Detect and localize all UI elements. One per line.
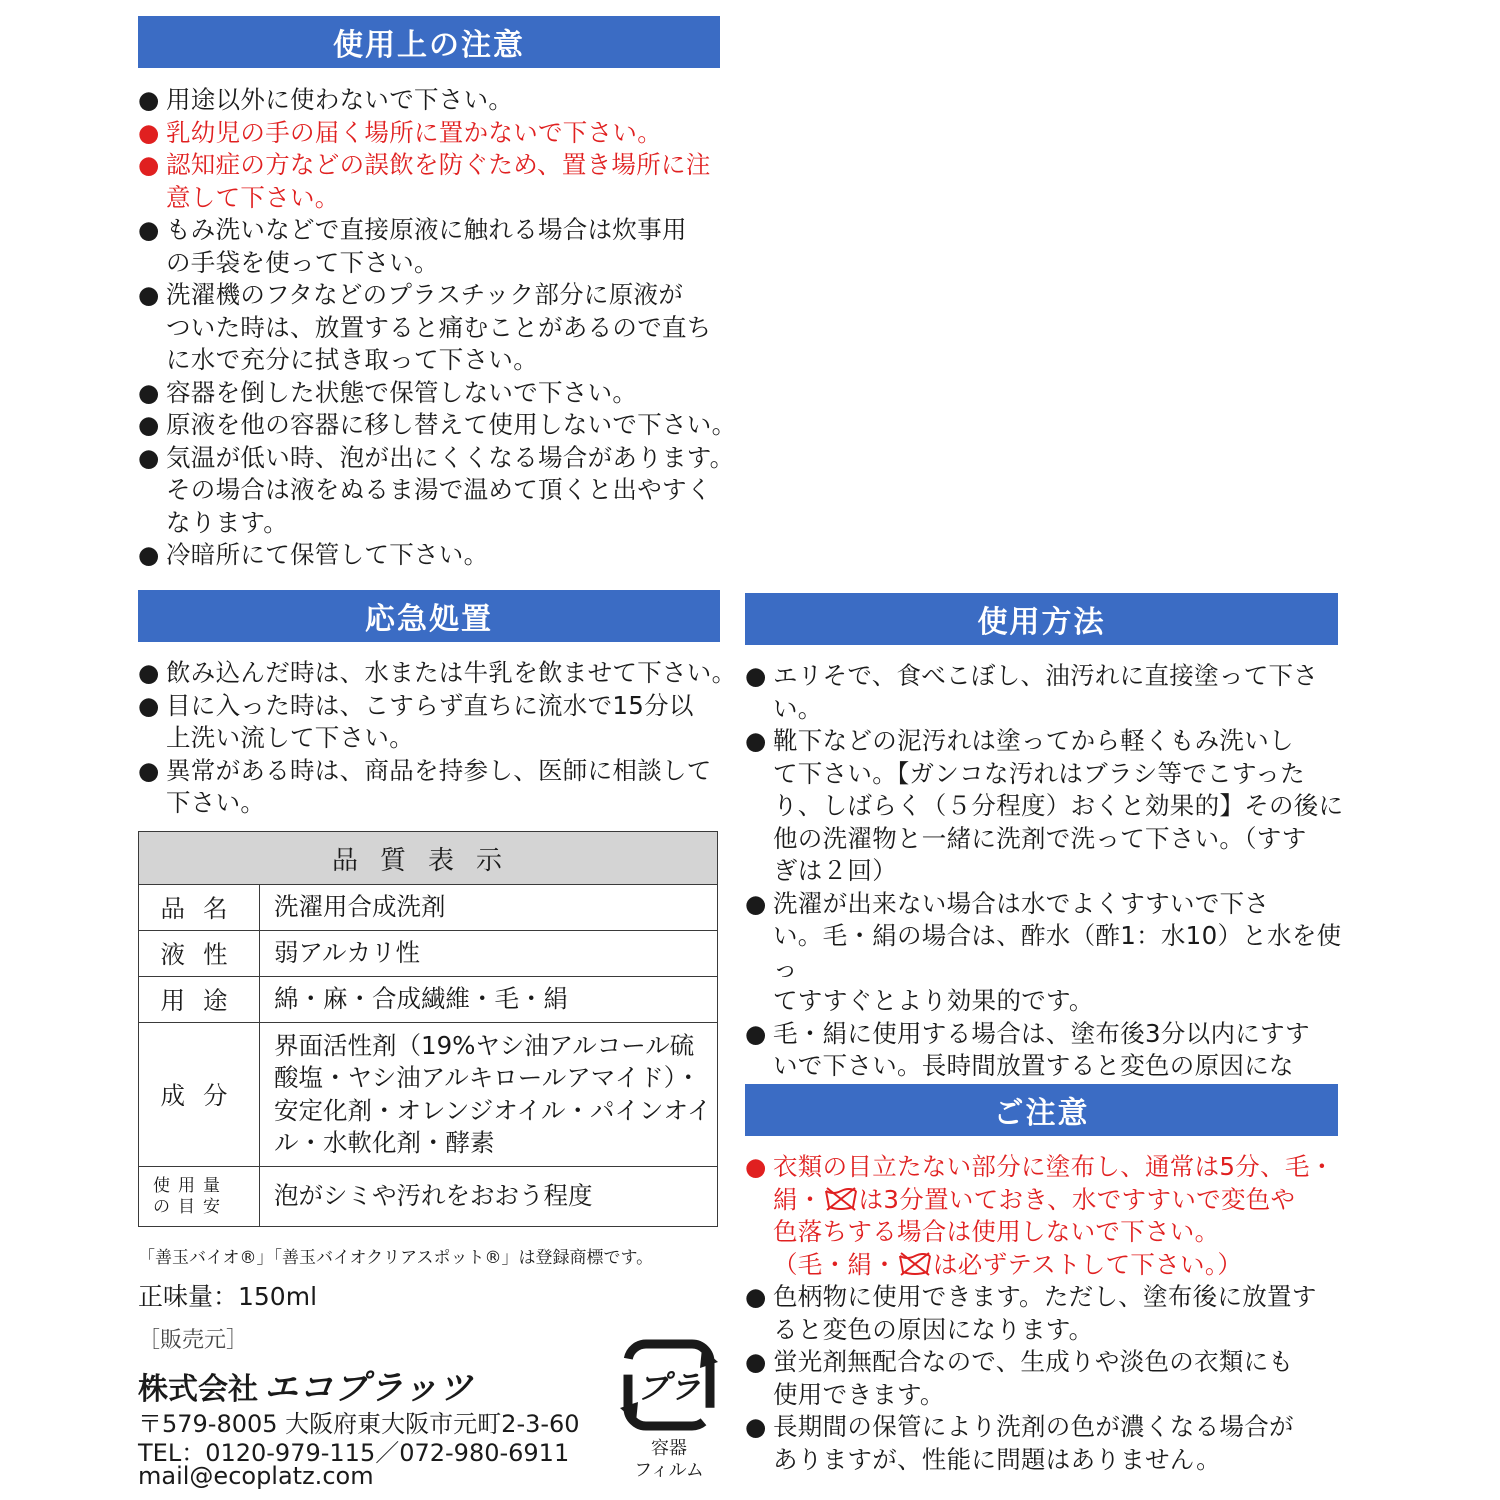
list-item-text: 冷暗所にて保管して下さい。 [166, 540, 489, 569]
list-item-text: 認知症の方などの誤飲を防ぐため、置き場所に注 意して下さい。 [166, 150, 711, 212]
company-name [138, 1360, 473, 1409]
bullet-icon: ● [745, 1412, 767, 1441]
list-item-text: 容器を倒した状態で保管しないで下さい。 [166, 377, 638, 407]
table-row-label: 液性 [139, 931, 260, 977]
list-item [745, 1346, 1355, 1411]
recycle-mark [614, 1338, 724, 1482]
table-row [139, 977, 718, 1023]
quality-table-header-row [139, 832, 718, 885]
seller-address: 〒579-8005 大阪府東大阪市元町2-3-60 [138, 1410, 580, 1438]
list-item-warning [138, 117, 738, 150]
bullet-icon: ● [745, 726, 767, 755]
recycle-label-1: 容器 [651, 1438, 687, 1459]
table-row-value: 弱アルカリ性 [260, 931, 718, 977]
usage-list [745, 660, 1355, 1115]
first-aid-header: 応急処置 [138, 590, 720, 642]
first-aid-list [138, 657, 738, 820]
seller-mail: mail@ecoplatz.com [138, 1462, 374, 1490]
seller-tag: ［販売元］ [138, 1328, 249, 1353]
table-row-value: 洗濯用合成洗剤 [260, 885, 718, 931]
seller-tel: TEL：0120-979-115／072-980-6911 [138, 1439, 570, 1467]
list-item [745, 725, 1355, 888]
table-row-label: 品名 [139, 885, 260, 931]
table-row-label: 使用量 の目安 [139, 1167, 260, 1227]
warning-line: 絹・ は3分置いておき、水ですすいで変色や [773, 1184, 1296, 1214]
bullet-icon: ● [745, 1018, 767, 1048]
list-item-text: 毛・絹に使用する場合は、塗布後3分以内にすす いで下さい。長時間放置すると変色の原因にな [773, 1018, 1310, 1080]
list-item-text: 洗濯機のフタなどのプラスチック部分に原液が ついた時は、放置すると痛むことがあるので直ち に水で充分に拭き取って下さい。 [166, 280, 712, 374]
table-row [139, 931, 718, 977]
bullet-icon: ● [138, 150, 160, 179]
caution-header: 使用上の注意 [138, 16, 720, 68]
quality-table [138, 831, 718, 1227]
list-item [138, 409, 738, 442]
list-item-text: 目に入った時は、こすらず直ちに流水で15分以 上洗い流して下さい。 [166, 690, 694, 752]
table-row [139, 1023, 718, 1167]
bullet-icon: ● [138, 442, 160, 472]
list-item [138, 84, 738, 117]
warning-line: （毛・絹・ は必ずテストして下さい。） [773, 1249, 1243, 1279]
list-item-text: 色柄物に使用できます。ただし、塗布後に放置す ると変色の原因になります。 [773, 1282, 1317, 1344]
bullet-icon: ● [745, 1347, 767, 1376]
list-item [745, 888, 1355, 1018]
bullet-icon: ● [138, 658, 160, 687]
notice-list [745, 1151, 1355, 1476]
bullet-icon: ● [138, 690, 160, 720]
list-item-text: 異常がある時は、商品を持参し、医師に相談して 下さい。 [166, 755, 712, 817]
list-item [138, 539, 738, 572]
bullet-icon: ● [138, 755, 160, 785]
quality-table-title: 品質表示 [139, 832, 718, 885]
no-wash-icon [897, 1250, 933, 1278]
list-item-warning [745, 1151, 1355, 1281]
warning-line: 衣類の目立たない部分に塗布し、通常は5分、毛・ [773, 1152, 1335, 1181]
list-item [138, 377, 738, 410]
bullet-icon: ● [138, 215, 160, 244]
table-row [139, 885, 718, 931]
list-item [138, 690, 738, 755]
bullet-icon: ● [745, 1152, 767, 1181]
bullet-icon: ● [138, 280, 160, 309]
table-row-value: 綿・麻・合成繊維・毛・絹 [260, 977, 718, 1023]
list-item-text: 蛍光剤無配合なので、生成りや淡色の衣類にも 使用できます。 [773, 1347, 1294, 1409]
list-item-text: 長期間の保管により洗剤の色が濃くなる場合が ありますが、性能に問題はありません。 [773, 1412, 1294, 1474]
recycle-label-2: フィルム [634, 1460, 704, 1481]
brand-logo: エコプラッツ [264, 1368, 474, 1408]
list-item [138, 279, 738, 377]
net-volume: 正味量：150ml [138, 1282, 318, 1311]
list-item [138, 214, 738, 279]
bullet-icon: ● [138, 85, 160, 114]
table-row-label: 用途 [139, 977, 260, 1023]
bullet-icon: ● [138, 117, 160, 147]
recycle-mark-text: プラ [636, 1368, 702, 1406]
bullet-icon: ● [138, 410, 160, 439]
notice-header: ご注意 [745, 1084, 1338, 1136]
bullet-icon: ● [745, 1282, 767, 1311]
no-wash-icon [823, 1185, 859, 1213]
warning-line: 色落ちする場合は使用しないで下さい。 [773, 1217, 1220, 1246]
caution-list [138, 84, 738, 572]
list-item-text: もみ洗いなどで直接原液に触れる場合は炊事用 の手袋を使って下さい。 [166, 215, 687, 277]
table-row-value: 界面活性剤（19%ヤシ油アルコール硫 酸塩・ヤシ油アルキロールアマイド）・ 安定化剤・オレンジオイル・パインオイ ル・水軟化剤・酵素 [260, 1023, 718, 1167]
table-row-value: 泡がシミや汚れをおおう程度 [260, 1167, 718, 1227]
list-item [745, 1281, 1355, 1346]
list-item [745, 660, 1355, 725]
bullet-icon: ● [138, 377, 160, 407]
table-row-label: 成分 [139, 1023, 260, 1167]
bullet-icon: ● [138, 540, 160, 569]
bullet-icon: ● [745, 661, 767, 690]
list-item-text: 気温が低い時、泡が出にくくなる場合があります。 その場合は液をぬるま湯で温めて頂くと出やすく なります。 [166, 442, 735, 537]
list-item [138, 442, 738, 540]
list-item [745, 1411, 1355, 1476]
list-item-text: エリそで、食べこぼし、油汚れに直接塗って下さい。 [773, 661, 1319, 723]
list-item-text: 洗濯が出来ない場合は水でよくすすいで下さ い。毛・絹の場合は、酢水（酢1：水10）と水を使っ てすすぐとより効果的です。 [773, 888, 1342, 1015]
table-row [139, 1167, 718, 1227]
list-item-text: 原液を他の容器に移し替えて使用しないで下さい。 [166, 410, 737, 439]
list-item [138, 657, 738, 690]
list-item [138, 755, 738, 820]
list-item-text: 用途以外に使わないで下さい。 [166, 85, 514, 114]
pla-recycle-icon [614, 1338, 724, 1434]
trademark-note: 「善玉バイオ®」「善玉バイオクリアスポット®」は登録商標です。 [138, 1248, 654, 1268]
list-item-warning [138, 149, 738, 214]
bullet-icon: ● [745, 888, 767, 918]
list-item-text: 靴下などの泥汚れは塗ってから軽くもみ洗いし て下さい。【ガンコな汚れはブラシ等でこすった り、しばらく（５分程度）おくと効果的】その後に 他の洗濯物と一緒に洗剤で洗って下さい。（すす ぎは２回） [773, 726, 1344, 885]
list-item-text: 飲み込んだ時は、水または牛乳を飲ませて下さい。 [166, 658, 737, 687]
list-item-text: 乳幼児の手の届く場所に置かないで下さい。 [166, 117, 662, 147]
company-prefix: 株式会社 [138, 1372, 258, 1407]
usage-header: 使用方法 [745, 593, 1338, 645]
